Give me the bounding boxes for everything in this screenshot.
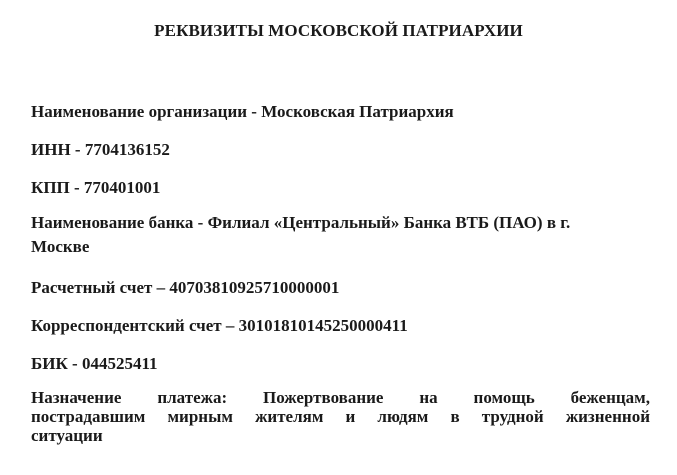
bank-name-line-2: Москве — [31, 237, 90, 256]
document-title: РЕКВИЗИТЫ МОСКОВСКОЙ ПАТРИАРХИИ — [154, 21, 523, 40]
kpp-field: КПП - 770401001 — [31, 178, 161, 197]
payment-purpose-line-3: ситуации — [31, 426, 103, 445]
bik-field: БИК - 044525411 — [31, 354, 158, 373]
payment-purpose-line-1: Назначение платежа: Пожертвование на помощь беженцам, — [31, 388, 650, 407]
correspondent-account: Корреспондентский счет – 30101810145250000411 — [31, 316, 408, 335]
organization-name: Наименование организации - Московская Патриархия — [31, 102, 454, 121]
settlement-account: Расчетный счет – 40703810925710000001 — [31, 278, 340, 297]
bank-name-line-1: Наименование банка - Филиал «Центральный» Банка ВТБ (ПАО) в г. — [31, 213, 571, 232]
payment-purpose-line-2: пострадавшим мирным жителям и людям в трудной жизненной — [31, 407, 650, 426]
inn-field: ИНН - 7704136152 — [31, 140, 170, 159]
payment-purpose — [31, 388, 650, 445]
bank-name — [31, 211, 651, 259]
